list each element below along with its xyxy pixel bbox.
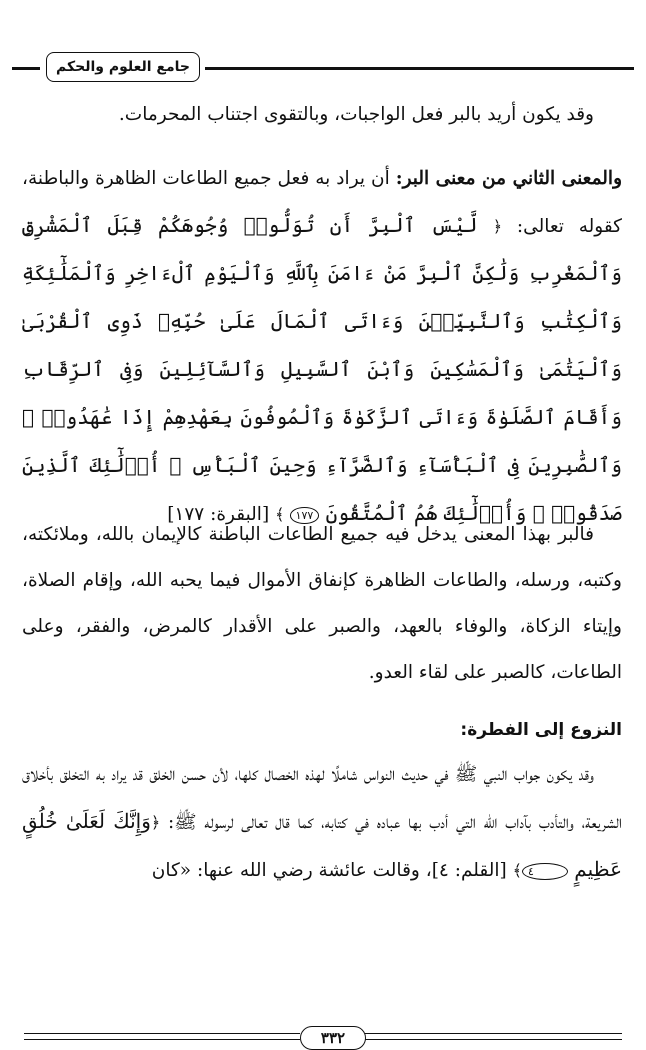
quran-close-bracket-2: ﴾ [512, 861, 523, 880]
paragraph-4 [22, 752, 622, 894]
footer-rule-right-bottom [364, 1039, 622, 1040]
running-header-title: جامع العلوم والحكم [46, 52, 200, 82]
paragraph-4-text [22, 752, 622, 894]
header-rule-left [12, 67, 40, 70]
paragraph-4-text-b: [القلم: ٤]، وقالت عائشة رضي الله عنها: «كان [151, 860, 513, 881]
section-heading: النزوع إلى الفطرة: [460, 720, 622, 740]
header-rule-right [205, 67, 634, 70]
paragraph-3-text: فالبر بهذا المعنى يدخل فيه جميع الطاعات الباطنة كالإيمان بالله، وملائكته، وكتبه، ورسله، والطاعات الظاهرة كإنفاق الأموال فيما يحبه الله، وإقام الصلاة، وإيتاء الزكاة، والوفاء بالعهد، والصبر على الأقدار كالمرض، والفقر، وعلى الطاعات، كالصبر على لقاء العدو. [22, 524, 622, 683]
footer-rule-right-top [364, 1033, 622, 1034]
paragraph-1 [22, 92, 622, 138]
quran-close-bracket: ﴾ [275, 505, 290, 524]
ayah-number-marker: ١٧٧ [290, 507, 320, 524]
paragraph-4-text-a: وقد يكون جواب النبي ﷺ في حديث النواس شاملًا لهذه الخصال كلها، لأن حسن الخلق قد يراد به التخلق بأخلاق الشريعة، والتأدب بآداب الله التي أدب بها عباده في كتابه، كما قال تعالى لرسوله ﷺ: [22, 764, 622, 833]
paragraph-2 [22, 156, 622, 538]
quran-open-bracket: ﴿ [492, 217, 503, 236]
footer-rule-left-top [24, 1033, 300, 1034]
verse-reference: [البقرة: ١٧٧] [167, 504, 276, 525]
quran-open-bracket-2: ﴿ [150, 813, 161, 832]
second-meaning-lead: والمعنى الثاني من معنى البر: [395, 168, 622, 189]
ayah-number-marker-2: ٤ [522, 863, 568, 880]
page-number: ٣٣٢ [300, 1026, 366, 1050]
paragraph-3 [22, 512, 622, 696]
quran-verse-baqarah: لَّيْسَ ٱلْبِرَّ أَن تُوَلُّوا۟ وُجُوهَكُمْ قِبَلَ ٱلْمَشْرِقِ وَٱلْمَغْرِبِ وَلَٰكِنَّ ٱلْبِرَّ مَنْ ءَامَنَ بِٱللَّهِ وَٱلْيَوْمِ ٱلْءَاخِرِ وَٱلْمَلَٰٓئِكَةِ وَٱلْكِتَٰبِ وَٱلنَّبِيِّـۧنَ وَءَاتَى ٱلْمَالَ عَلَىٰ حُبِّهِۦ ذَوِى ٱلْقُرْبَىٰ وَٱلْيَتَٰمَىٰ وَٱلْمَسَٰكِينَ وَٱبْنَ ٱلسَّبِيلِ وَٱلسَّآئِلِينَ وَفِى ٱلرِّقَابِ وَأَقَامَ ٱلصَّلَوٰةَ وَءَاتَى ٱلزَّكَوٰةَ وَٱلْمُوفُونَ بِعَهْدِهِمْ إِذَا عَٰهَدُوا۟ ۖ وَٱلصَّٰبِرِينَ فِى ٱلْبَأْسَآءِ وَٱلضَّرَّآءِ وَحِينَ ٱلْبَأْسِ ۗ أُو۟لَٰٓئِكَ ٱلَّذِينَ صَدَقُوا۟ ۖ وَأُو۟لَٰٓئِكَ هُمُ ٱلْمُتَّقُونَ [22, 213, 622, 525]
second-meaning-text: أن يراد به فعل جميع الطاعات الظاهرة والباطنة، كقوله تعالى: [22, 168, 622, 237]
quran-verse-qalam: وَإِنَّكَ لَعَلَىٰ خُلُقٍ عَظِيمٍ [22, 809, 622, 881]
paragraph-2-text [22, 156, 622, 538]
footer-rule-left-bottom [24, 1039, 300, 1040]
paragraph-1-text: وقد يكون أريد بالبر فعل الواجبات، وبالتقوى اجتناب المحرمات. [118, 104, 594, 125]
